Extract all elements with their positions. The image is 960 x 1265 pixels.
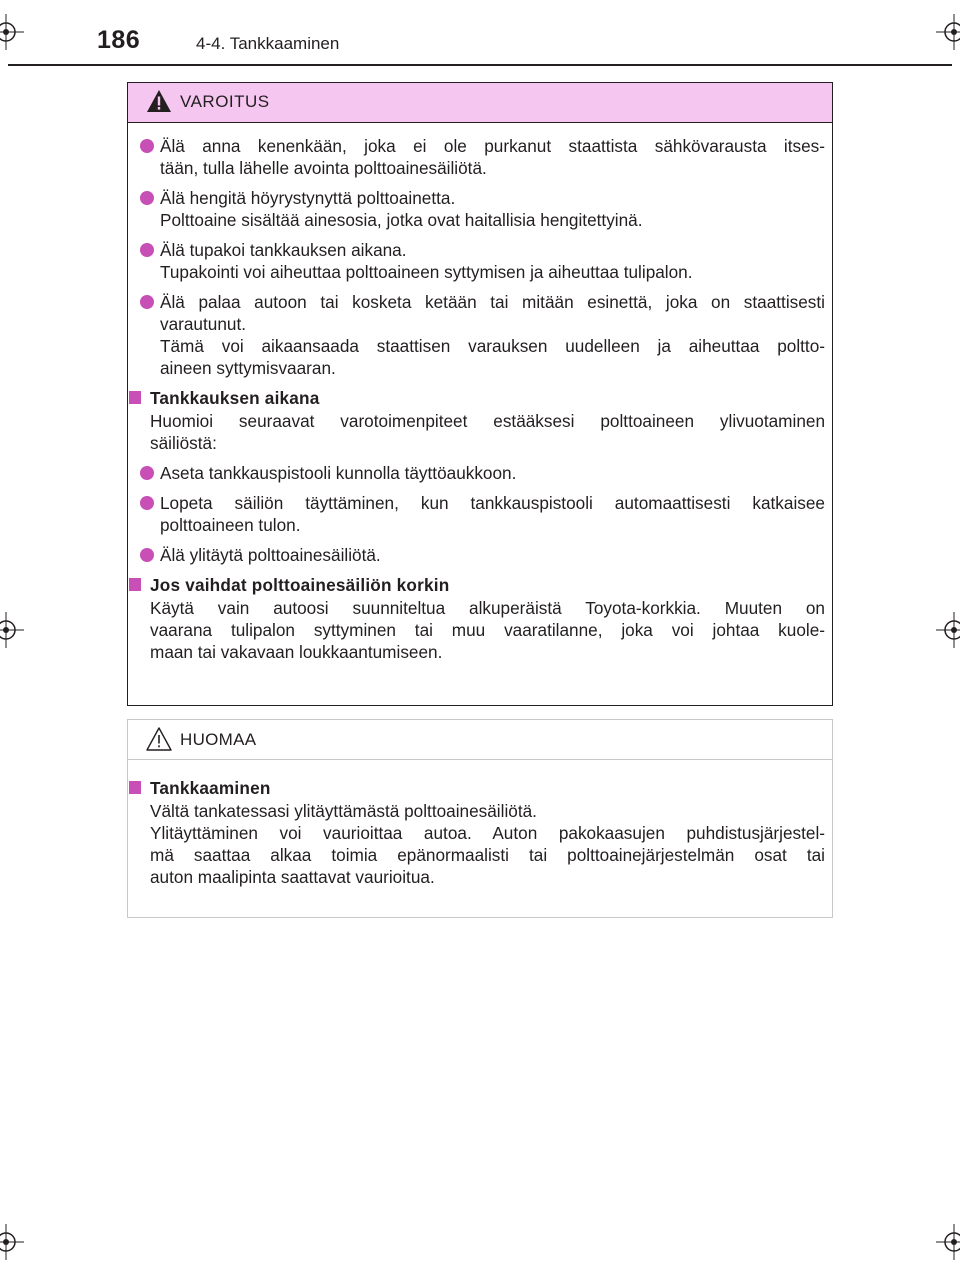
registration-mark-mid-left [0,612,24,648]
notice-content [128,760,832,888]
warning-title: VAROITUS [180,92,270,111]
list-item: Älä hengitä höyrystynyttä polttoainetta. Polttoaine sisältää ainesosia, jotka ovat haitallisia hengitettyinä. [128,187,825,231]
page-number: 186 [97,26,141,54]
warning-header [128,83,832,123]
bullet-icon [140,243,154,257]
list-item: Lopeta säiliön täyttäminen, kun tankkauspistooli automaattisesti katkaisee polttoaineen tulon. [128,492,825,536]
caution-triangle-icon [146,726,172,752]
square-bullet-icon [129,578,141,591]
section-title: 4-4. Tankkaaminen [196,34,340,53]
bullet-icon [140,295,154,309]
list-item: Aseta tankkauspistooli kunnolla täyttöaukkoon. [128,462,825,484]
bullet-icon [140,548,154,562]
bullet-icon [140,496,154,510]
bullet-icon [140,191,154,205]
list-item: Älä palaa autoon tai kosketa ketään tai mitään esinettä, joka on staattisesti varautunut. Tämä voi aikaansaada staattisen varauksen uudelleen ja aiheuttaa poltto- aineen syttymisvaaran. [128,291,825,379]
notice-header [128,720,832,760]
registration-mark-bottom-right [936,1224,960,1260]
notice-title: HUOMAA [180,730,257,749]
header-rule [8,64,952,66]
registration-mark-top-left [0,14,24,50]
list-item: Älä anna kenenkään, joka ei ole purkanut staattista sähkövarausta itses- tään, tulla lähelle avointa polttoainesäiliötä. [128,135,825,179]
notice-box [127,719,833,918]
paragraph: Huomioi seuraavat varotoimenpiteet estääksesi polttoaineen ylivuotaminen säiliöstä: [150,411,825,453]
subsection-heading: Jos vaihdat polttoainesäiliön korkin [128,574,825,596]
bullet-icon [140,139,154,153]
registration-mark-top-right [936,14,960,50]
bullet-icon [140,466,154,480]
square-bullet-icon [129,391,141,404]
subsection-heading: Tankkaaminen [128,777,825,799]
list-item: Älä ylitäytä polttoainesäiliötä. [128,544,825,566]
registration-mark-bottom-left [0,1224,24,1260]
subsection-heading: Tankkauksen aikana [128,387,825,409]
warning-box [127,82,833,706]
warning-triangle-icon [146,89,172,113]
paragraph: Käytä vain autoosi suunniteltua alkuperäistä Toyota-korkkia. Muuten on vaarana tulipalon syttyminen tai muu vaaratilanne, joka voi johtaa kuole- maan tai vakavaan loukkaantumiseen. [150,598,825,662]
warning-content [128,123,832,663]
registration-mark-mid-right [936,612,960,648]
square-bullet-icon [129,781,141,794]
list-item: Älä tupakoi tankkauksen aikana. Tupakointi voi aiheuttaa polttoaineen syttymisen ja aiheuttaa tulipalon. [128,239,825,283]
paragraph: Vältä tankatessasi ylitäyttämästä polttoainesäiliötä. Ylitäyttäminen voi vaurioittaa autoa. Auton pakokaasujen puhdistusjärjestel- mä saattaa alkaa toimia epänormaalisti tai polttoainejärjestelmän osat tai auton maalipinta saattavat vaurioitua. [150,801,825,887]
